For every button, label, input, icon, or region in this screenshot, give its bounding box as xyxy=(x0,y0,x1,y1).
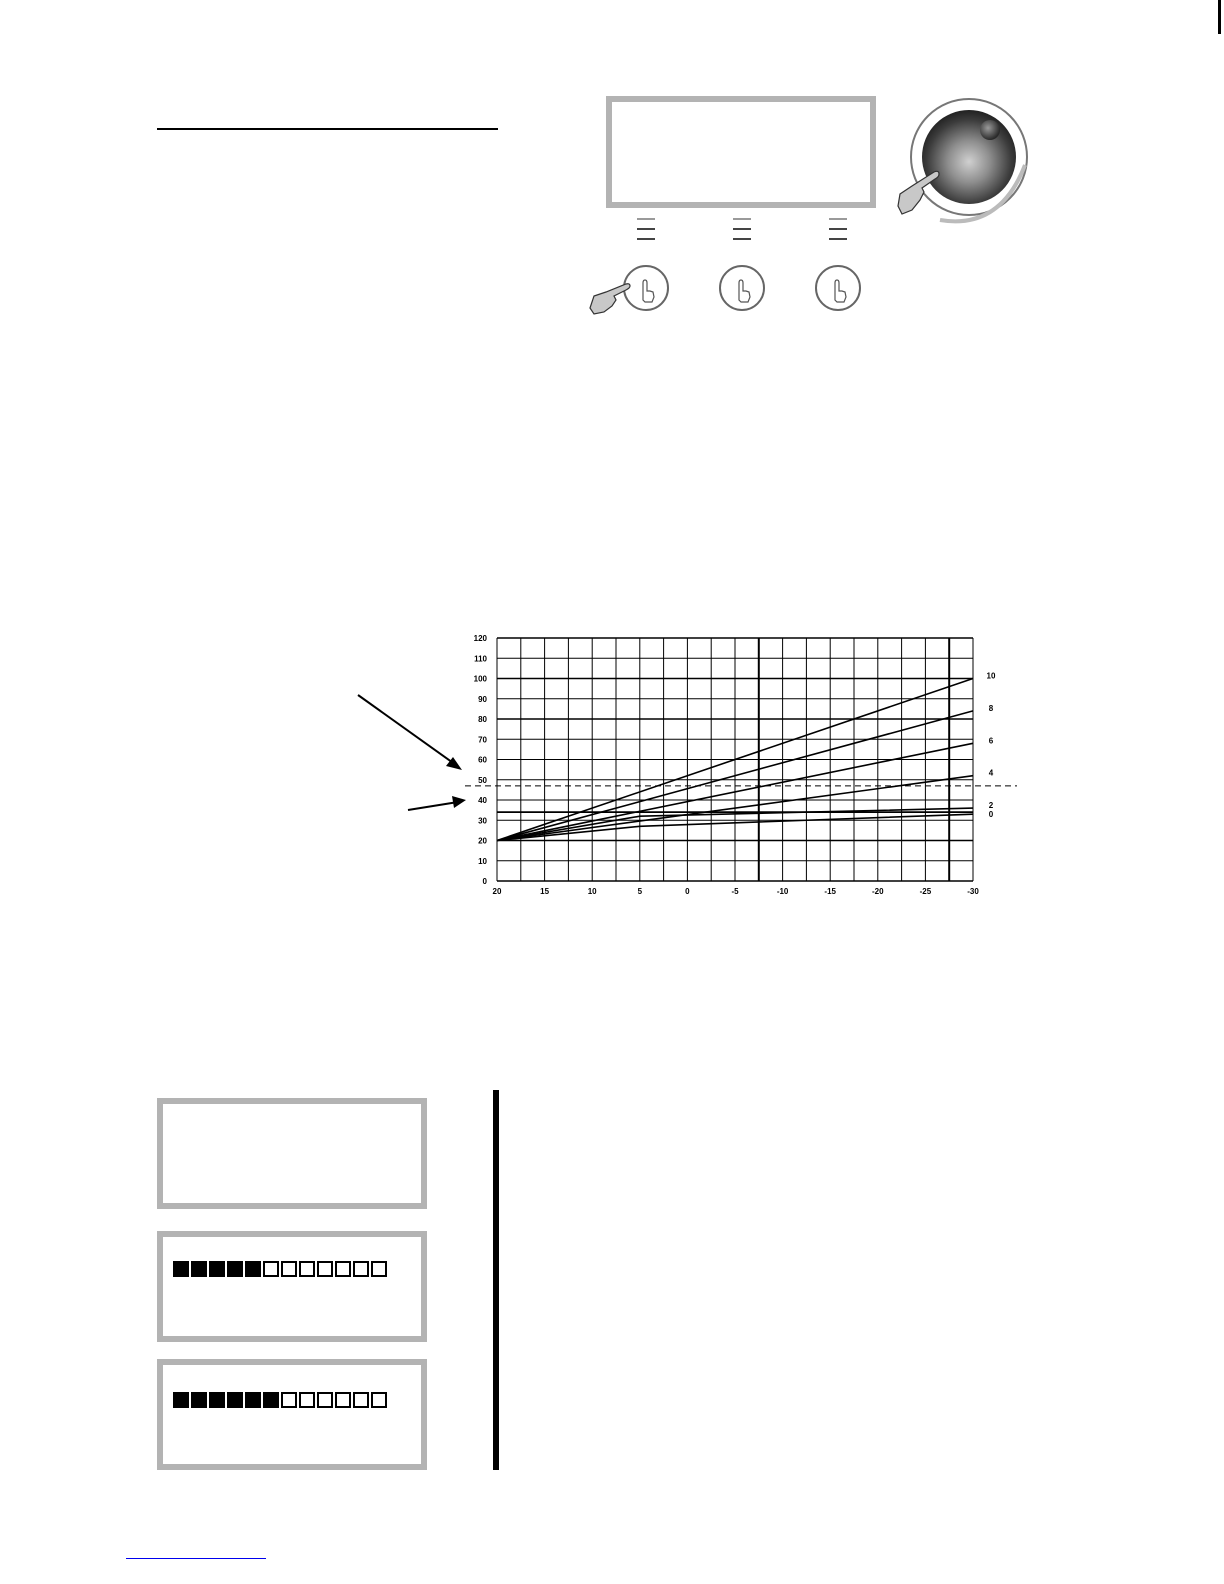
y-tick-label: 20 xyxy=(478,836,487,846)
x-tick-label: -10 xyxy=(776,887,789,896)
y-tick-label: 90 xyxy=(478,694,487,704)
button-indicator-1 xyxy=(637,218,655,248)
level-bar xyxy=(173,1392,387,1408)
display-panel-3 xyxy=(157,1359,427,1470)
bar-segment xyxy=(317,1392,333,1408)
x-tick-label: -20 xyxy=(872,887,884,896)
pointing-hand-icon xyxy=(892,166,946,218)
bar-segment xyxy=(191,1392,207,1408)
bar-segment xyxy=(299,1261,315,1277)
page-edge-marker xyxy=(1218,0,1221,34)
y-tick-label: 60 xyxy=(478,755,487,765)
x-tick-label: 0 xyxy=(685,887,690,896)
y-tick-label: 50 xyxy=(478,775,487,785)
lcd-display xyxy=(606,96,876,208)
y-tick-label: 80 xyxy=(478,715,487,724)
bar-segment xyxy=(317,1261,333,1277)
bar-segment xyxy=(209,1261,225,1277)
y-tick-label: 30 xyxy=(478,816,487,826)
curve-label: 8 xyxy=(988,703,994,713)
bar-segment xyxy=(209,1392,225,1408)
x-tick-label: -5 xyxy=(731,887,739,896)
x-tick-label: 15 xyxy=(540,887,550,896)
curve-label: 2 xyxy=(988,801,994,811)
hand-pointing-icon xyxy=(721,267,763,309)
curve-label: 6 xyxy=(988,736,994,746)
bar-segment xyxy=(245,1261,261,1277)
annotation-arrow-1 xyxy=(358,695,456,765)
y-tick-label: 10 xyxy=(478,856,487,866)
footnote-link-rule xyxy=(126,1558,266,1559)
bar-segment xyxy=(335,1261,351,1277)
bar-segment xyxy=(173,1261,189,1277)
function-button-2[interactable] xyxy=(719,265,765,311)
bar-segment xyxy=(281,1392,297,1408)
bar-segment xyxy=(371,1392,387,1408)
bar-segment xyxy=(353,1261,369,1277)
y-tick-label: 70 xyxy=(478,735,487,745)
bar-segment xyxy=(191,1261,207,1277)
section-divider-bar xyxy=(493,1090,499,1470)
function-button-3[interactable] xyxy=(815,265,861,311)
curve-label: 4 xyxy=(988,768,994,778)
bar-segment xyxy=(263,1392,279,1408)
hand-pointing-icon xyxy=(817,267,859,309)
bar-segment xyxy=(335,1392,351,1408)
y-tick-label: 40 xyxy=(478,796,487,805)
bar-segment xyxy=(227,1261,243,1277)
section-title-rule xyxy=(157,128,498,130)
annotation-arrowhead-2 xyxy=(452,796,466,808)
bar-segment xyxy=(227,1392,243,1408)
y-tick-label: 110 xyxy=(474,654,487,664)
annotation-arrow-2 xyxy=(408,802,458,810)
display-panel-1 xyxy=(157,1098,427,1209)
curve-label: 0 xyxy=(988,810,994,820)
curve-label: 10 xyxy=(986,671,996,681)
bar-segment xyxy=(173,1392,189,1408)
y-tick-label: 0 xyxy=(482,877,487,886)
x-tick-label: 20 xyxy=(492,887,502,896)
knob-indicator-dot xyxy=(980,120,1000,140)
bar-segment xyxy=(299,1392,315,1408)
x-tick-label: -25 xyxy=(919,887,932,896)
button-indicator-3 xyxy=(829,218,847,248)
pointing-hand-icon xyxy=(586,278,634,318)
y-tick-label: 100 xyxy=(473,674,487,684)
bar-segment xyxy=(353,1392,369,1408)
x-tick-label: -30 xyxy=(967,887,979,896)
display-panel-2 xyxy=(157,1231,427,1342)
x-tick-label: -15 xyxy=(824,887,836,896)
x-tick-label: 10 xyxy=(587,887,597,896)
bar-segment xyxy=(371,1261,387,1277)
level-bar xyxy=(173,1261,387,1277)
button-indicator-2 xyxy=(733,218,751,248)
heating-curve-chart xyxy=(350,620,1030,910)
y-tick-label: 120 xyxy=(473,634,487,643)
bar-segment xyxy=(245,1392,261,1408)
bar-segment xyxy=(263,1261,279,1277)
bar-segment xyxy=(281,1261,297,1277)
x-tick-label: 5 xyxy=(637,887,643,896)
